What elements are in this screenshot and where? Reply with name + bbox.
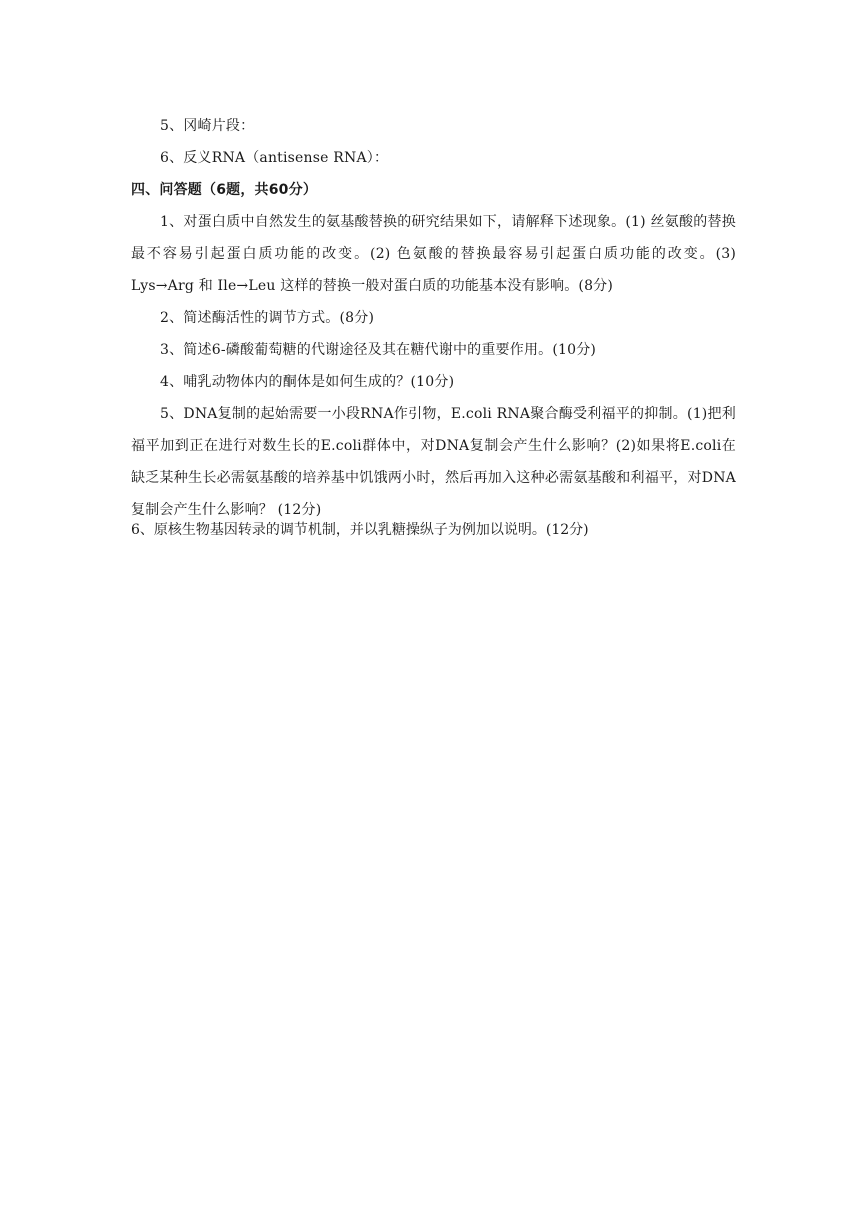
section-heading: 四、问答题（6题，共60分） bbox=[131, 182, 318, 198]
question-4: 4、哺乳动物体内的酮体是如何生成的？(10分) bbox=[160, 374, 455, 390]
term-antisense-rna: 6、反义RNA（antisense RNA）： bbox=[160, 150, 389, 166]
question-2: 2、简述酶活性的调节方式。(8分) bbox=[160, 310, 375, 326]
question-3: 3、简述6-磷酸葡萄糖的代谢途径及其在糖代谢中的重要作用。(10分) bbox=[160, 342, 597, 358]
document-content bbox=[131, 110, 736, 540]
term-okazaki-fragment: 5、冈崎片段： bbox=[160, 118, 255, 134]
question-1: 1、对蛋白质中自然发生的氨基酸替换的研究结果如下，请解释下述现象。(1) 丝氨酸的替换最不容易引起蛋白质功能的改变。(2) 色氨酸的替换最容易引起蛋白质功能的改变。(3) Lys→Arg 和 Ile→Leu 这样的替换一般对蛋白质的功能基本没有影响。(8分) bbox=[131, 214, 736, 294]
question-6: 6、原核生物基因转录的调节机制，并以乳糖操纵子为例加以说明。(12分) bbox=[131, 522, 589, 538]
question-5: 5、DNA复制的起始需要一小段RNA作引物，E.coli RNA聚合酶受利福平的抑制。(1)把利福平加到正在进行对数生长的E.coli群体中，对DNA复制会产生什么影响？(2)如果将E.coli在缺乏某种生长必需氨基酸的培养基中饥饿两小时，然后再加入这种必需氨基酸和利福平，对DNA复制会产生什么影响？ (12分) bbox=[131, 406, 736, 518]
